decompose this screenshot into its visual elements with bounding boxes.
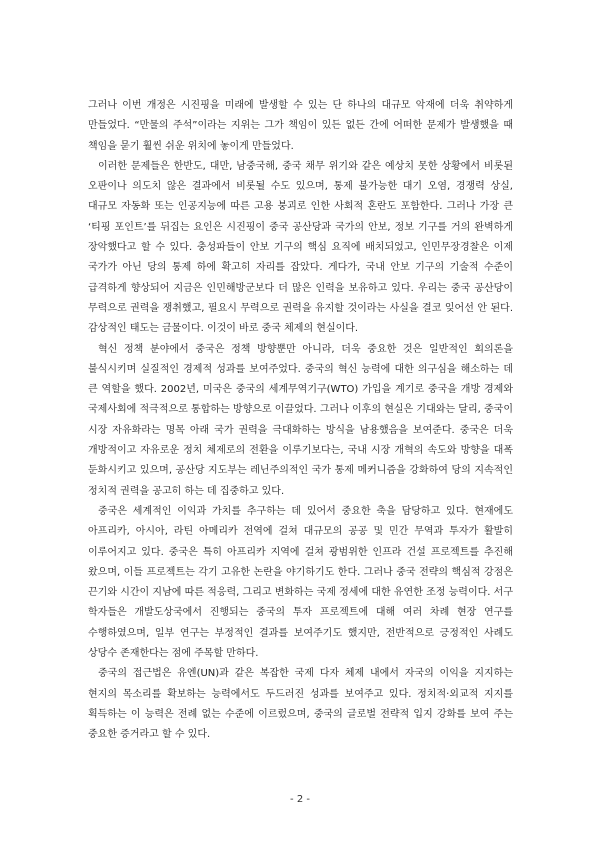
paragraph: 혁신 정책 분야에서 중국은 정책 방향뿐만 아니라, 더욱 중요한 것은 일반적인 회의론을 불식시키며 실질적인 경제적 성과를 보여주었다. 중국의 혁신 능력에 대한 의구심을 해소하는 데 큰 역할을 했다. 2002년, 미국은 중국의 세계무역기구(WTO) 가입을 계기로 중국을 개방 경제와 국제사회에 적극적으로 통합하는 방향으로 이끌었다. 그러나 이후의 현실은 기대와는 달리, 중국이 시장 자유화라는 명목 아래 국가 권력을 극대화하는 방식을 남용했음을 보여준다. 중국은 더욱 개방적이고 자유로운 정치 체제로의 전환을 이루기보다는, 국내 시장 개혁의 속도와 방향을 대폭 둔화시키고 있으며, 공산당 지도부는 레닌주의적인 국가 통제 메커니즘을 강화하여 당의 지속적인 정치적 권력을 공고히 하는 데 집중하고 있다. xyxy=(88,343,513,497)
page-number: - 2 - xyxy=(290,794,310,805)
paragraph: 이러한 문제들은 한반도, 대만, 남중국해, 중국 채무 위기와 같은 예상치 못한 상황에서 비롯된 오판이나 의도치 않은 결과에서 비롯될 수도 있으며, 통제 불가능한 대기 오염, 경쟁력 상실, 대규모 자동화 또는 인공지능에 따른 고용 붕괴로 인한 사회적 혼란도 포함한다. 그러나 가장 큰 ‘티핑 포인트’를 뒤집는 요인은 시진핑이 중국 공산당과 국가의 안보, 정보 기구를 거의 완벽하게 장악했다고 할 수 있다. 충성파들이 안보 기구의 핵심 요직에 배치되었고, 인민무장경찰은 이제 국가가 아닌 당의 통제 하에 확고히 자리를 잡았다. 게다가, 국내 안보 기구의 기술적 수준이 급격하게 향상되어 지금은 인민해방군보다 더 많은 인력을 보유하고 있다. 우리는 중국 공산당이 무력으로 권력을 쟁취했고, 필요시 무력으로 권력을 유지할 것이라는 사실을 결코 잊어선 안 된다. 감상적인 태도는 금물이다. 이것이 바로 중국 체제의 현실이다. xyxy=(88,160,513,335)
paragraph: 그러나 이번 개정은 시진핑을 미래에 발생할 수 있는 단 하나의 대규모 악재에 더욱 취약하게 만들었다. “만물의 주석”이라는 지위는 그가 책임이 있든 없든 간에 어떠한 문제가 발생했을 때 책임을 묻기 훨씬 쉬운 위치에 놓이게 만들었다. xyxy=(88,100,513,152)
paragraph: 중국은 세계적인 이익과 가치를 추구하는 데 있어서 중요한 축을 담당하고 있다. 현재에도 아프리카, 아시아, 라틴 아메리카 전역에 걸쳐 대규모의 공공 및 민간 무역과 투자가 활발히 이루어지고 있다. 중국은 특히 아프리카 지역에 걸쳐 광범위한 인프라 건설 프로젝트를 추진해 왔으며, 이들 프로젝트는 각기 고유한 논란을 야기하기도 한다. 그러나 중국 전략의 핵심적 강점은 끈기와 시간이 지남에 따른 적응력, 그리고 변화하는 국제 정세에 대한 유연한 조정 능력이다. 서구 학자들은 개발도상국에서 진행되는 중국의 투자 프로젝트에 대해 여러 차례 현장 연구를 수행하였으며, 일부 연구는 부정적인 결과를 보여주기도 했지만, 전반적으로 긍정적인 사례도 상당수 존재한다는 점에 주목할 만하다. xyxy=(88,505,513,660)
paragraph: 중국의 접근법은 유엔(UN)과 같은 복잡한 국제 다자 체제 내에서 자국의 이익을 지지하는 현지의 목소리를 확보하는 능력에서도 두드러진 성과를 보여주고 있다. 정치적·외교적 지지를 획득하는 이 능력은 전례 없는 수준에 이르렀으며, 중국의 글로벌 전략적 입지 강화를 보여 주는 중요한 증거라고 할 수 있다. xyxy=(88,668,513,741)
document-body xyxy=(88,96,513,746)
